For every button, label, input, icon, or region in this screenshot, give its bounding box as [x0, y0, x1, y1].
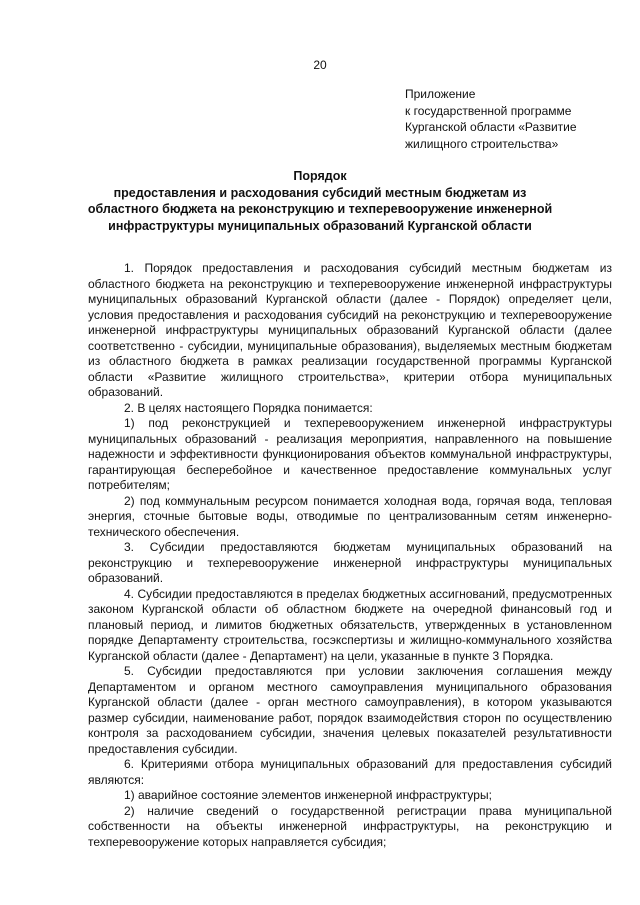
- appendix-line: Курганской области «Развитие: [405, 120, 577, 134]
- paragraph-4: 4. Субсидии предоставляются в пределах бюджетных ассигнований, предусмотренных законом Курганской области об областном бюджете на очередной финансовый год и плановый период, и лимитов бюджетных обязательств, утвержденных в установленном порядке Департаменту строительства, госэкспертизы и жилищно-коммунального хозяйства Курганской области (далее - Департамент) на цели, указанные в пункте 3 Порядка.: [88, 586, 612, 663]
- paragraph-2-item-2: 2) под коммунальным ресурсом понимается холодная вода, горячая вода, тепловая энергия, сточные бытовые воды, отводимые по централизованным сетям инженерно-технического обеспечения.: [88, 493, 612, 539]
- appendix-line: жилищного строительства»: [405, 136, 559, 151]
- appendix-line: Приложение: [405, 87, 476, 101]
- title-line: предоставления и расходования субсидий местным бюджетам из: [113, 185, 527, 200]
- appendix-line: к государственной программе: [405, 103, 572, 118]
- paragraph-5: 5. Субсидии предоставляются при условии заключения соглашения между Департаментом и органом местного самоуправления муниципального образования Курганской области (далее - орган местного самоуправления), в котором указываются размер субсидии, наименование работ, порядок взаимодействия сторон по осуществлению контроля за расходованием субсидии, значения целевых показателей результативности предоставления субсидии.: [88, 664, 612, 756]
- document-body: [88, 261, 612, 850]
- appendix-note: [405, 86, 625, 152]
- title-line: областного бюджета на реконструкцию и техперевооружение инженерной: [87, 202, 553, 216]
- paragraph-2-item-1: 1) под реконструкцией и техперевооружением инженерной инфраструктуры муниципальных образований - реализация мероприятия, направленного на повышение надежности и эффективности функционирования объектов коммунальной инфраструктуры, гарантирующая бесперебойное и качественное предоставление коммунальных услуг потребителям;: [88, 416, 612, 492]
- title-line: инфраструктуры муниципальных образований Курганской области: [108, 218, 532, 233]
- document-title: [0, 168, 640, 234]
- paragraph-2: 2. В целях настоящего Порядка понимается:: [124, 400, 373, 415]
- paragraph-3: 3. Субсидии предоставляются бюджетам муниципальных образований на реконструкцию и техперевооружение инженерной инфраструктуры муниципальных образований.: [88, 540, 612, 585]
- title-heading: Порядок: [293, 169, 347, 183]
- paragraph-6-item-1: 1) аварийное состояние элементов инженерной инфраструктуры;: [124, 788, 492, 802]
- paragraph-6: 6. Критериями отбора муниципальных образований для предоставления субсидий являются:: [88, 757, 612, 787]
- paragraph-6-item-2: 2) наличие сведений о государственной регистрации права муниципальной собственности на объекты инженерной инфраструктуры, на реконструкцию и техперевооружение которых направляется субсидия;: [88, 803, 612, 849]
- page-number: 20: [313, 58, 327, 72]
- paragraph-1: 1. Порядок предоставления и расходования субсидий местным бюджетам из областного бюджета на реконструкцию и техперевооружение инженерной инфраструктуры муниципальных образований Курганской области (далее - Порядок) определяет цели, условия предоставления и расходования субсидий на реконструкцию и техперевооружение инженерной инфраструктуры муниципальных образований Курганской области (далее соответственно - субсидии, муниципальные образования), выделяемых местным бюджетам из областного бюджета в рамках реализации государственной программы Курганской области «Развитие жилищного строительства», критерии отбора муниципальных образований.: [88, 261, 612, 399]
